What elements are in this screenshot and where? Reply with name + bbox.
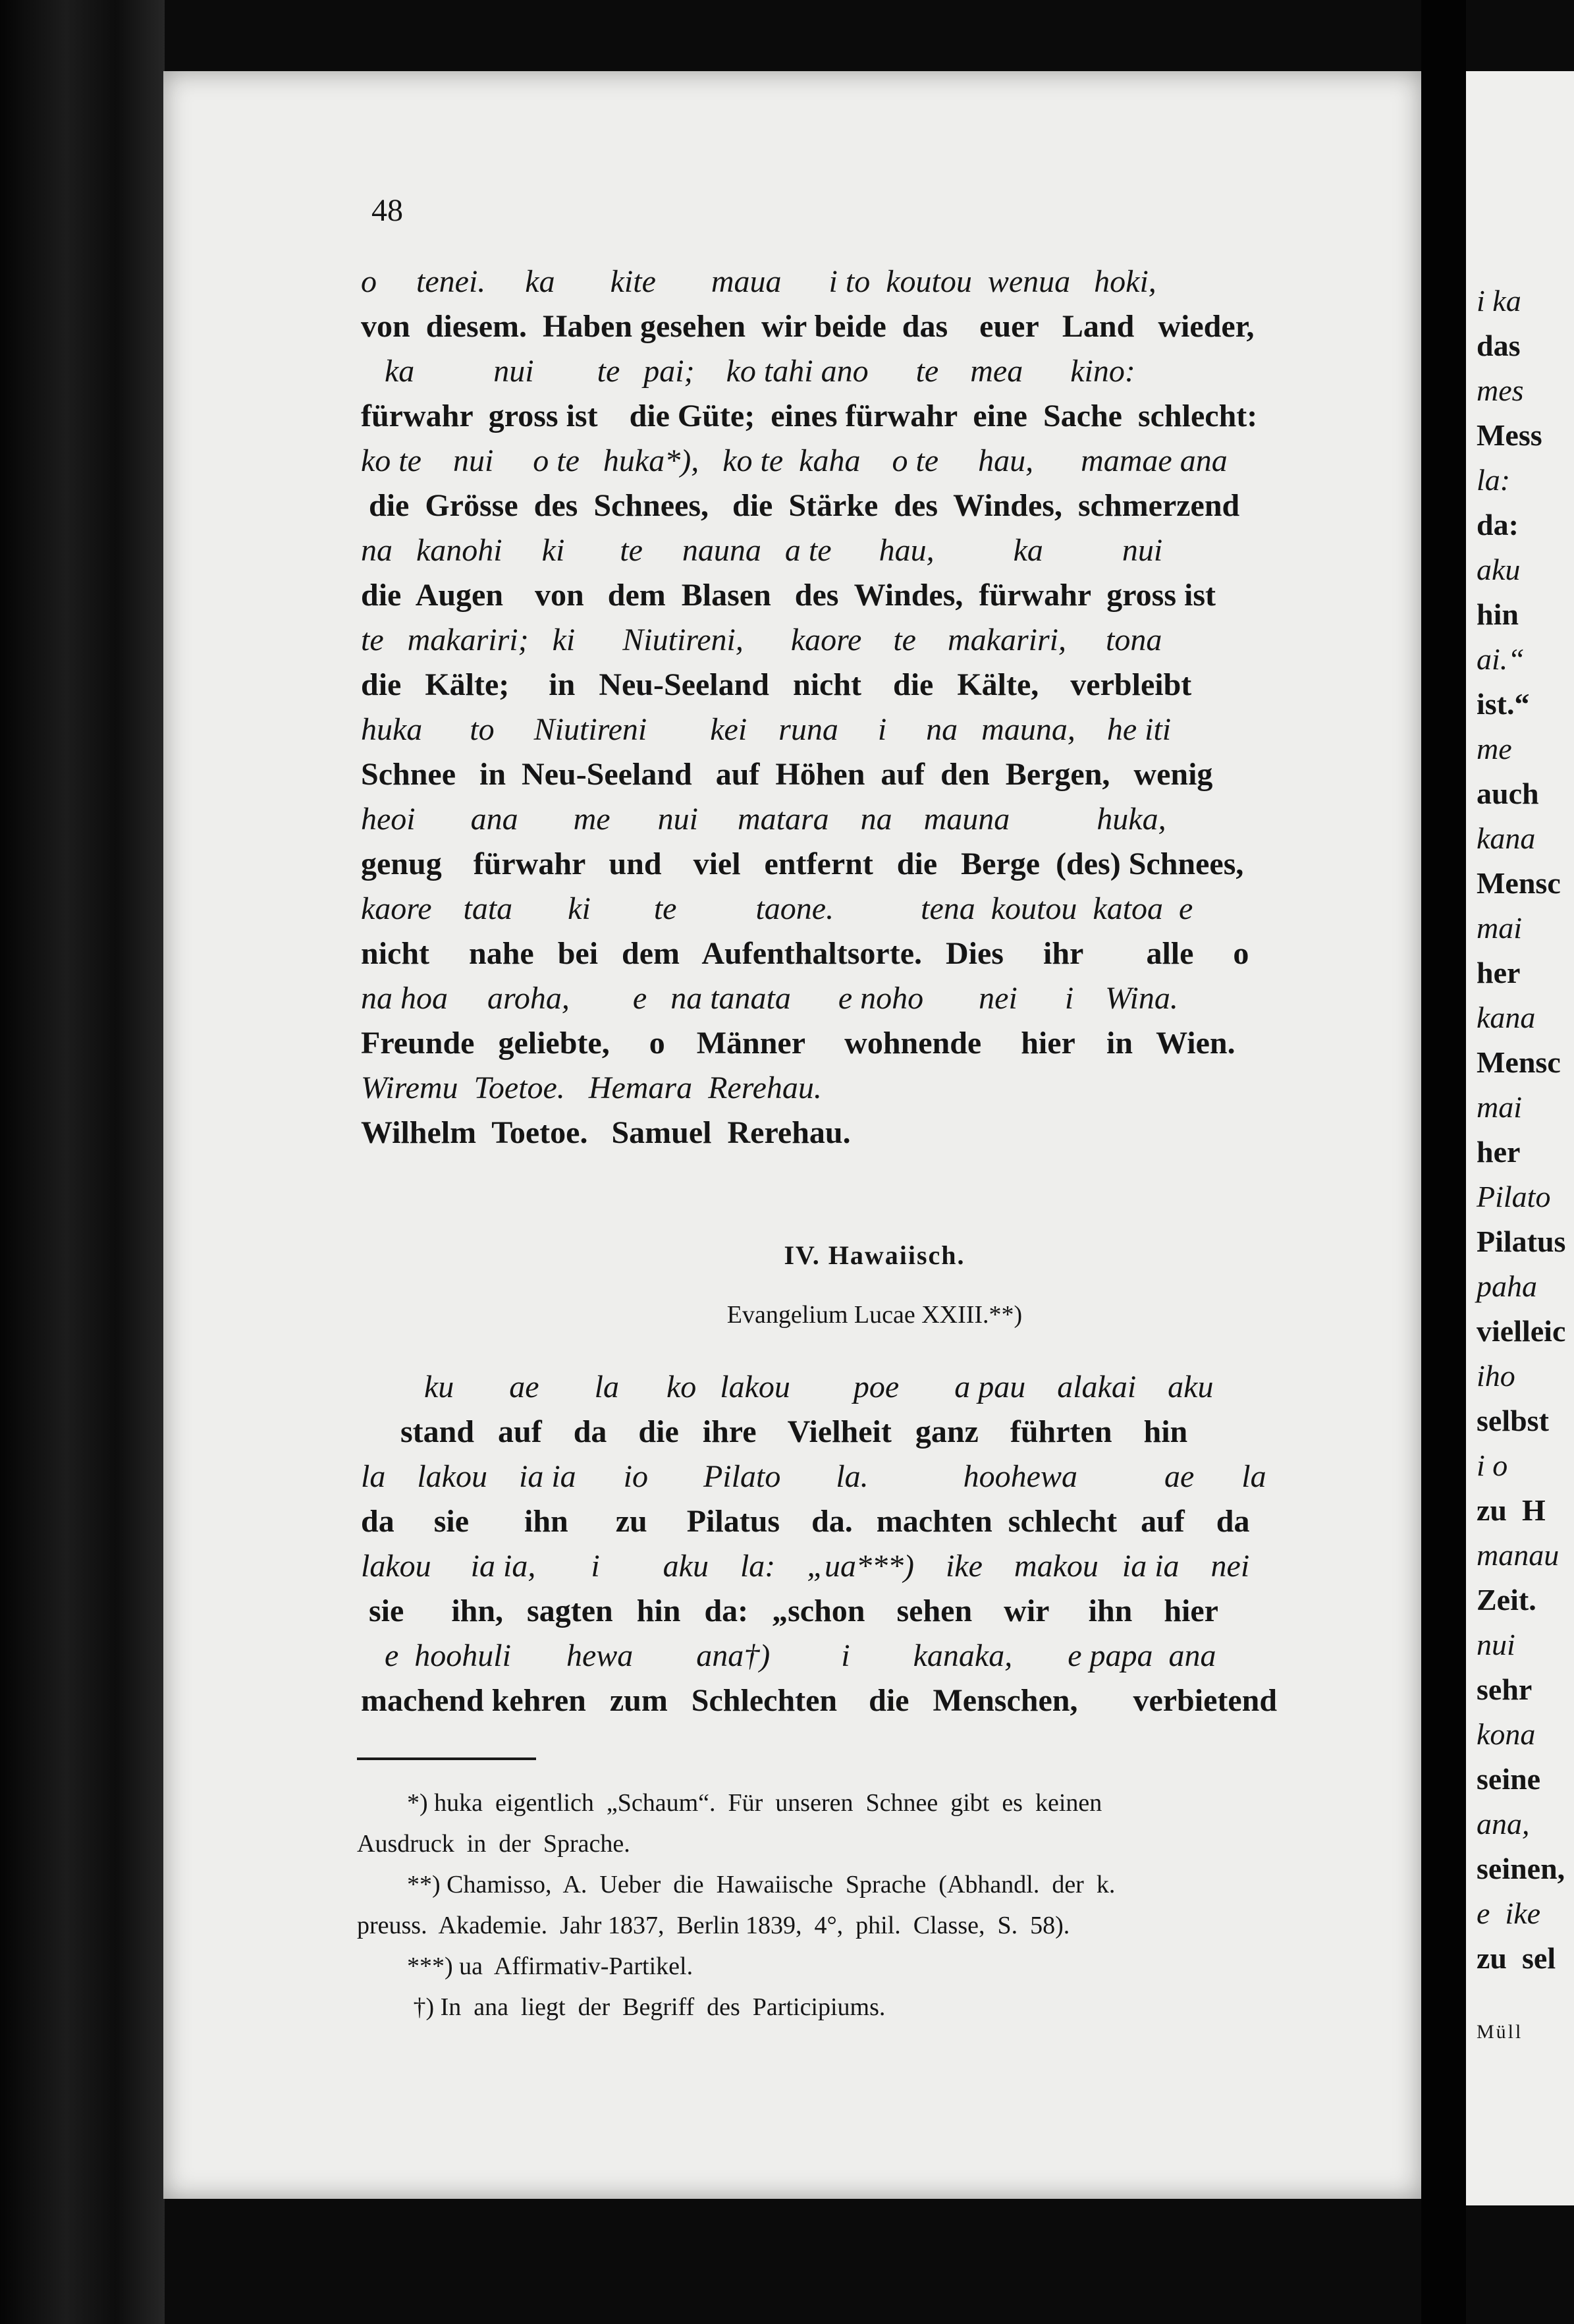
footnote-line-4: preuss. Akademie. Jahr 1837, Berlin 1839, 4°, phil. Classe, S. 58). — [357, 1912, 1070, 1939]
hawaiian-line-7: e hoohuli hewa ana†) i kanaka, e papa ana — [361, 1638, 1216, 1673]
facing-page-line-4: Mess — [1477, 418, 1542, 452]
hawaiian-line-4: da sie ihn zu Pilatus da. machten schlecht auf da — [361, 1504, 1250, 1539]
facing-page-line-23: paha — [1477, 1269, 1537, 1303]
maori-line-4: fürwahr gross ist die Güte; eines fürwahr eine Sache schlecht: — [361, 399, 1258, 433]
facing-page-line-21: Pilato — [1477, 1180, 1551, 1213]
maori-line-7: na kanohi ki te nauna a te hau, ka nui — [361, 533, 1163, 568]
maori-line-3: ka nui te pai; ko tahi ano te mea kino: — [361, 354, 1135, 389]
facing-page-line-8: hin — [1477, 597, 1519, 631]
maori-line-8: die Augen von dem Blasen des Windes, fürwahr gross ist — [361, 578, 1216, 613]
facing-page-line-18: Mensc — [1477, 1045, 1561, 1079]
facing-page-line-32: sehr — [1477, 1673, 1533, 1706]
facing-page-line-19: mai — [1477, 1090, 1522, 1124]
footnote-line-6: †) In ana liegt der Begriff des Participiums. — [357, 1993, 886, 2021]
facing-page-line-16: her — [1477, 956, 1521, 989]
facing-page-line-5: la: — [1477, 463, 1511, 497]
facing-page-line-33: kona — [1477, 1717, 1536, 1751]
facing-page-line-31: nui — [1477, 1628, 1515, 1661]
facing-page-line-27: i o — [1477, 1449, 1508, 1482]
facing-page-line-20: her — [1477, 1135, 1521, 1169]
footnote-line-2: Ausdruck in der Sprache. — [357, 1830, 630, 1858]
page-number: 48 — [371, 193, 403, 228]
book-spine — [0, 0, 165, 2324]
maori-line-11: huka to Niutireni kei runa i na mauna, he iti — [361, 712, 1172, 747]
facing-page-line-34: seine — [1477, 1762, 1541, 1796]
facing-page-line-24: vielleic — [1477, 1314, 1566, 1348]
maori-line-13: heoi ana me nui matara na mauna huka, — [361, 802, 1166, 837]
facing-page-line-17: kana — [1477, 1001, 1536, 1034]
facing-page-line-1: i ka — [1477, 284, 1521, 318]
maori-line-2: von diesem. Haben gesehen wir beide das euer Land wieder, — [361, 309, 1255, 344]
facing-page-line-36: seinen, — [1477, 1852, 1565, 1885]
maori-line-14: genug fürwahr und viel entfernt die Berge (des) Schnees, — [361, 846, 1244, 881]
facing-page-line-12: auch — [1477, 777, 1539, 810]
maori-line-12: Schnee in Neu-Seeland auf Höhen auf den Bergen, wenig — [361, 757, 1213, 792]
hawaiian-line-2: stand auf da die ihre Vielheit ganz führten hin — [361, 1414, 1188, 1449]
maori-line-1: o tenei. ka kite maua i to koutou wenua hoki, — [361, 264, 1156, 299]
facing-page-line-22: Pilatus — [1477, 1225, 1566, 1258]
maori-line-16: nicht nahe bei dem Aufenthaltsorte. Dies ihr alle o — [361, 936, 1249, 971]
page-gutter — [1421, 0, 1466, 2324]
footnote-line-1: *) huka eigentlich „Schaum“. Für unseren Schnee gibt es keinen — [357, 1789, 1102, 1817]
facing-page-line-3: mes — [1477, 374, 1524, 407]
facing-page-line-38: zu sel — [1477, 1941, 1556, 1975]
facing-page-line-14: Mensc — [1477, 866, 1561, 900]
section-subheading: Evangelium Lucae XXIII.**) — [726, 1301, 1023, 1329]
maori-line-9: te makariri; ki Niutireni, kaore te makariri, tona — [361, 622, 1162, 657]
facing-page-line-15: mai — [1477, 911, 1522, 945]
facing-page-line-28: zu H — [1477, 1493, 1546, 1527]
footnote-line-5: ***) ua Affirmativ-Partikel. — [357, 1952, 693, 1980]
section-heading: IV. Hawaiisch. — [784, 1240, 965, 1270]
facing-page-line-10: ist.“ — [1477, 687, 1530, 721]
maori-line-18: Freunde geliebte, o Männer wohnende hier in Wien. — [361, 1026, 1235, 1061]
maori-line-10: die Kälte; in Neu-Seeland nicht die Kälte, verbleibt — [361, 667, 1192, 702]
facing-page-line-6: da: — [1477, 508, 1519, 541]
facing-page-line-13: kana — [1477, 821, 1536, 855]
facing-page-line-2: das — [1477, 329, 1521, 362]
maori-line-15: kaore tata ki te taone. tena koutou katoa e — [361, 891, 1193, 926]
facing-page-line-9: ai.“ — [1477, 642, 1525, 676]
facing-page-line-37: e ike — [1477, 1896, 1541, 1930]
maori-line-5: ko te nui o te huka*), ko te kaha o te hau, mamae ana — [361, 443, 1228, 478]
facing-page-fragment — [1466, 71, 1574, 2205]
maori-line-6: die Grösse des Schnees, die Stärke des Windes, schmerzend — [361, 488, 1240, 523]
facing-page-line-30: Zeit. — [1477, 1583, 1536, 1617]
facing-page-line-25: iho — [1477, 1359, 1515, 1393]
footnote-line-3: **) Chamisso, A. Ueber die Hawaiische Sprache (Abhandl. der k. — [357, 1871, 1116, 1898]
facing-page-footer: Müll — [1477, 2021, 1523, 2043]
hawaiian-line-1: ku ae la ko lakou poe a pau alakai aku — [361, 1370, 1214, 1404]
facing-page-line-29: manau — [1477, 1538, 1560, 1572]
maori-line-17: na hoa aroha, e na tanata e noho nei i Wina. — [361, 981, 1178, 1016]
facing-page-line-35: ana, — [1477, 1807, 1530, 1840]
maori-line-19: Wiremu Toetoe. Hemara Rerehau. — [361, 1070, 822, 1105]
facing-page-line-7: aku — [1477, 553, 1521, 586]
facing-page-line-26: selbst — [1477, 1404, 1549, 1437]
footnote-rule — [357, 1757, 536, 1760]
facing-page-line-11: me — [1477, 732, 1512, 765]
hawaiian-line-3: la lakou ia ia io Pilato la. hoohewa ae la — [361, 1459, 1266, 1494]
hawaiian-line-8: machend kehren zum Schlechten die Menschen, verbietend — [361, 1683, 1278, 1718]
hawaiian-line-5: lakou ia ia, i aku la: „ua***) ike makou ia ia nei — [361, 1549, 1250, 1584]
hawaiian-line-6: sie ihn, sagten hin da: „schon sehen wir ihn hier — [361, 1593, 1218, 1628]
maori-line-20: Wilhelm Toetoe. Samuel Rerehau. — [361, 1115, 851, 1150]
